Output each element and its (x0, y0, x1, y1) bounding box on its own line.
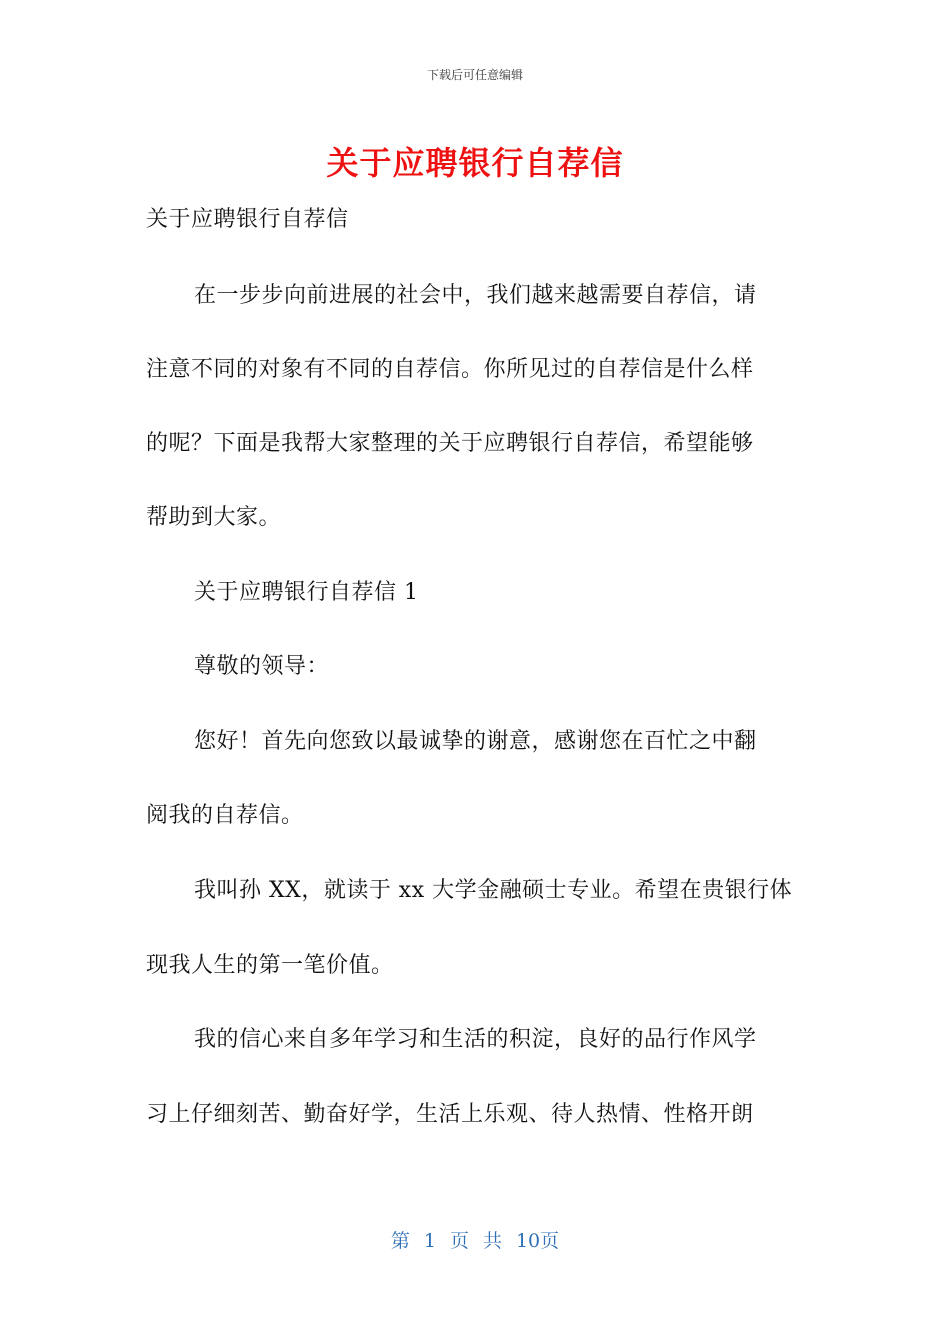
page-header: 下载后可任意编辑 (426, 68, 523, 82)
page-label-prefix: 第 (390, 1230, 410, 1252)
page-number: 1 (423, 1230, 436, 1252)
para1-line-1: 您好！首先向您致以最诚挚的谢意，感谢您在百忙之中翻 (194, 729, 757, 754)
total-label: 共 (482, 1230, 502, 1252)
para3-line-1: 我的信心来自多年学习和生活的积淀，良好的品行作风学 (194, 1027, 757, 1052)
para3-line-2: 习上仔细刻苦、勤奋好学，生活上乐观、待人热情、性格开朗 (146, 1102, 754, 1127)
document-subtitle: 关于应聘银行自荐信 (146, 207, 349, 232)
total-pages: 10页 (515, 1230, 560, 1252)
intro-line-1: 在一步步向前进展的社会中，我们越来越需要自荐信，请 (194, 283, 757, 308)
para2-line-2: 现我人生的第一笔价值。 (146, 953, 394, 978)
document-title: 关于应聘银行自荐信 (326, 144, 624, 182)
salutation: 尊敬的领导： (194, 654, 330, 679)
para2-line-1: 我叫孙 XX，就读于 xx 大学金融硕士专业。希望在贵银行体 (194, 878, 793, 903)
intro-line-2: 注意不同的对象有不同的自荐信。你所见过的自荐信是什么样 (146, 357, 754, 382)
intro-line-4: 帮助到大家。 (146, 505, 282, 530)
para1-line-2: 阅我的自荐信。 (146, 803, 304, 828)
intro-line-3: 的呢？下面是我帮大家整理的关于应聘银行自荐信，希望能够 (146, 431, 754, 456)
section-heading: 关于应聘银行自荐信 1 (194, 580, 419, 605)
page-footer (0, 1226, 950, 1253)
page-label-mid: 页 (449, 1230, 469, 1252)
